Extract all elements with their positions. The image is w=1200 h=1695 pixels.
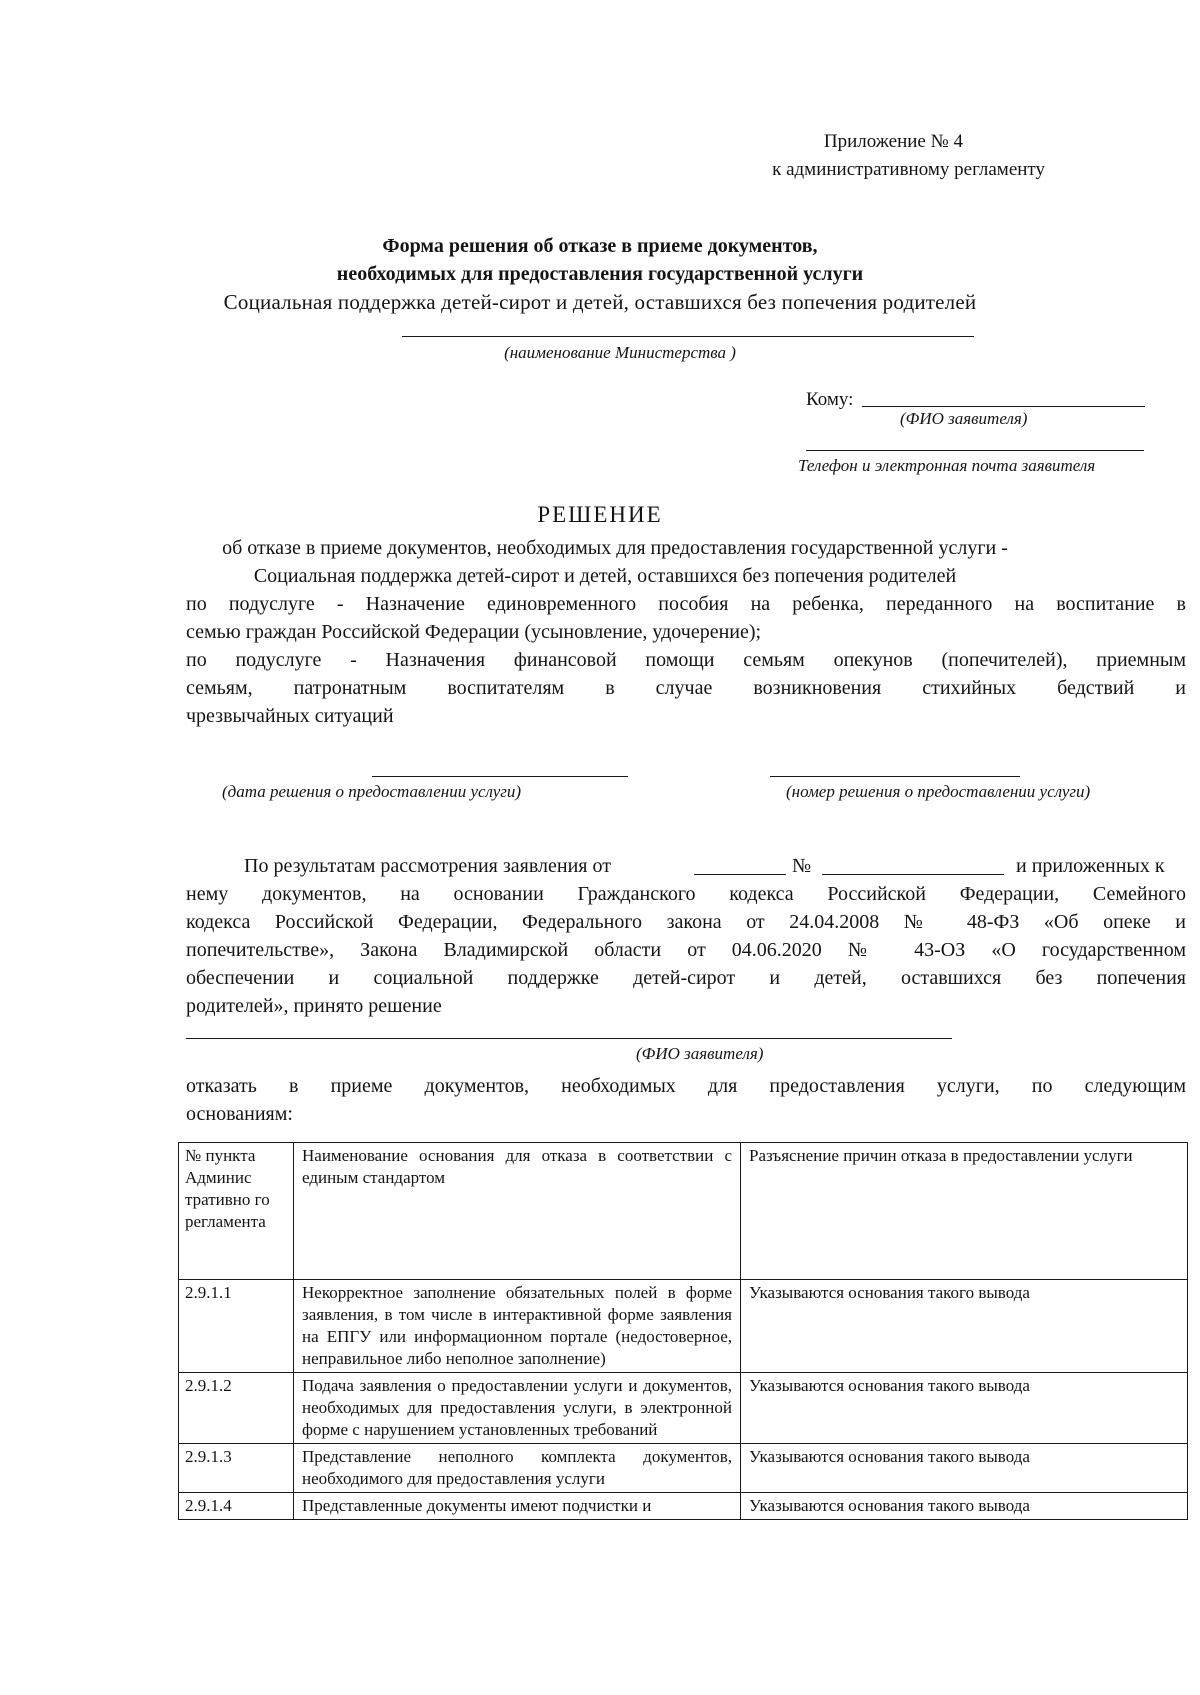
row-item-number: 2.9.1.3 [179,1444,294,1493]
row-reason: Некорректное заполнение обязательных полей в форме заявления, в том числе в интерактивной форме заявления на ЕПГУ или информационном портале (недостоверное, неправильное либо неполное заполнение) [294,1280,741,1373]
form-title [0,232,1200,316]
header-explanation: Разъяснение причин отказа в предоставлении услуги [741,1143,1188,1280]
ministry-blank-line [402,336,974,337]
recipient-contact-line [806,450,1144,451]
applicant-caption: (ФИО заявителя) [636,1044,764,1063]
applicant-blank-line [186,1038,952,1039]
appendix-header [772,128,1045,184]
refusal-line-2: основаниям: [186,1103,293,1125]
row-explanation: Указываются основания такого вывода [741,1373,1188,1444]
title-line-3: Социальная поддержка детей-сирот и детей, оставшихся без попечения родителей [223,290,977,314]
subservice-1-line-1: по подуслуге - Назначение единовременного пособия на ребенка, переданного на воспитание в [186,593,1186,615]
row-explanation: Указываются основания такого вывода [741,1280,1188,1373]
row-reason: Представление неполного комплекта документов, необходимого для предоставления услуги [294,1444,741,1493]
header-item-number: № пункта Админис тративно го регламента [179,1143,294,1280]
paragraph-line-3: кодекса Российской Федерации, Федерального закона от 24.04.2008 № 48-ФЗ «Об опеке и [186,911,1186,933]
application-number-line [822,874,1004,875]
row-reason: Подача заявления о предоставлении услуги и документов, необходимых для предоставления услуги, в электронной форме с нарушением установленных требований [294,1373,741,1444]
ministry-caption: (наименование Министерства ) [504,343,736,362]
decision-date-caption: (дата решения о предоставлении услуги) [222,782,522,801]
table-row [179,1444,1188,1493]
recipient-name-line [862,406,1145,407]
table-row [179,1280,1188,1373]
subservice-2-line-1: по подуслуге - Назначения финансовой помощи семьям опекунов (попечителей), приемным [186,649,1186,671]
title-line-2: необходимых для предоставления государственной услуги [336,263,864,285]
refusal-grounds-table [178,1142,1188,1520]
table-row [179,1373,1188,1444]
appendix-reference: к административному регламенту [772,159,1045,180]
recipient-contact-caption: Телефон и электронная почта заявителя [798,456,1096,475]
row-item-number: 2.9.1.4 [179,1493,294,1520]
decision-date-line [372,776,628,777]
recipient-name-caption: (ФИО заявителя) [900,409,1028,428]
row-reason: Представленные документы имеют подчистки и [294,1493,741,1520]
subservice-1-line-2: семью граждан Российской Федерации (усыновление, удочерение); [186,621,762,643]
application-date-line [694,874,786,875]
decision-heading: РЕШЕНИЕ [537,502,663,527]
row-explanation: Указываются основания такого вывода [741,1444,1188,1493]
paragraph-line-5: обеспечении и социальной поддержке детей-сирот и детей, оставшихся без попечения [186,967,1186,989]
title-line-1: Форма решения об отказе в приеме документов, [382,235,818,257]
refusal-line-1: отказать в приеме документов, необходимых для предоставления услуги, по следующим [186,1075,1186,1097]
paragraph-line-2: нему документов, на основании Гражданского кодекса Российской Федерации, Семейного [186,883,1186,905]
paragraph-line-6: родителей», принято решение [186,995,442,1017]
paragraph-line-4: попечительстве», Закона Владимирской области от 04.06.2020 № 43-ОЗ «О государственном [186,939,1186,961]
paragraph-start: По результатам рассмотрения заявления от [244,855,611,877]
subservice-2-line-3: чрезвычайных ситуаций [186,705,394,727]
header-reason: Наименование основания для отказа в соответствии с единым стандартом [294,1143,741,1280]
row-item-number: 2.9.1.1 [179,1280,294,1373]
subservice-2-line-2: семьям, патронатным воспитателям в случае возникновения стихийных бедствий и [186,677,1186,699]
appendix-number: Приложение № 4 [823,131,963,152]
decision-line-2: Социальная поддержка детей-сирот и детей, оставшихся без попечения родителей [253,565,957,587]
paragraph-number-sign: № [792,855,812,877]
decision-number-caption: (номер решения о предоставлении услуги) [786,782,1091,801]
row-explanation: Указываются основания такого вывода [741,1493,1188,1520]
row-item-number: 2.9.1.2 [179,1373,294,1444]
table-header-row [179,1143,1188,1280]
table-row [179,1493,1188,1520]
paragraph-start-end: и приложенных к [1016,855,1165,877]
recipient-label: Кому: [806,389,854,410]
decision-line-1: об отказе в приеме документов, необходимых для предоставления государственной услуги - [222,537,1008,559]
decision-number-line [770,776,1020,777]
